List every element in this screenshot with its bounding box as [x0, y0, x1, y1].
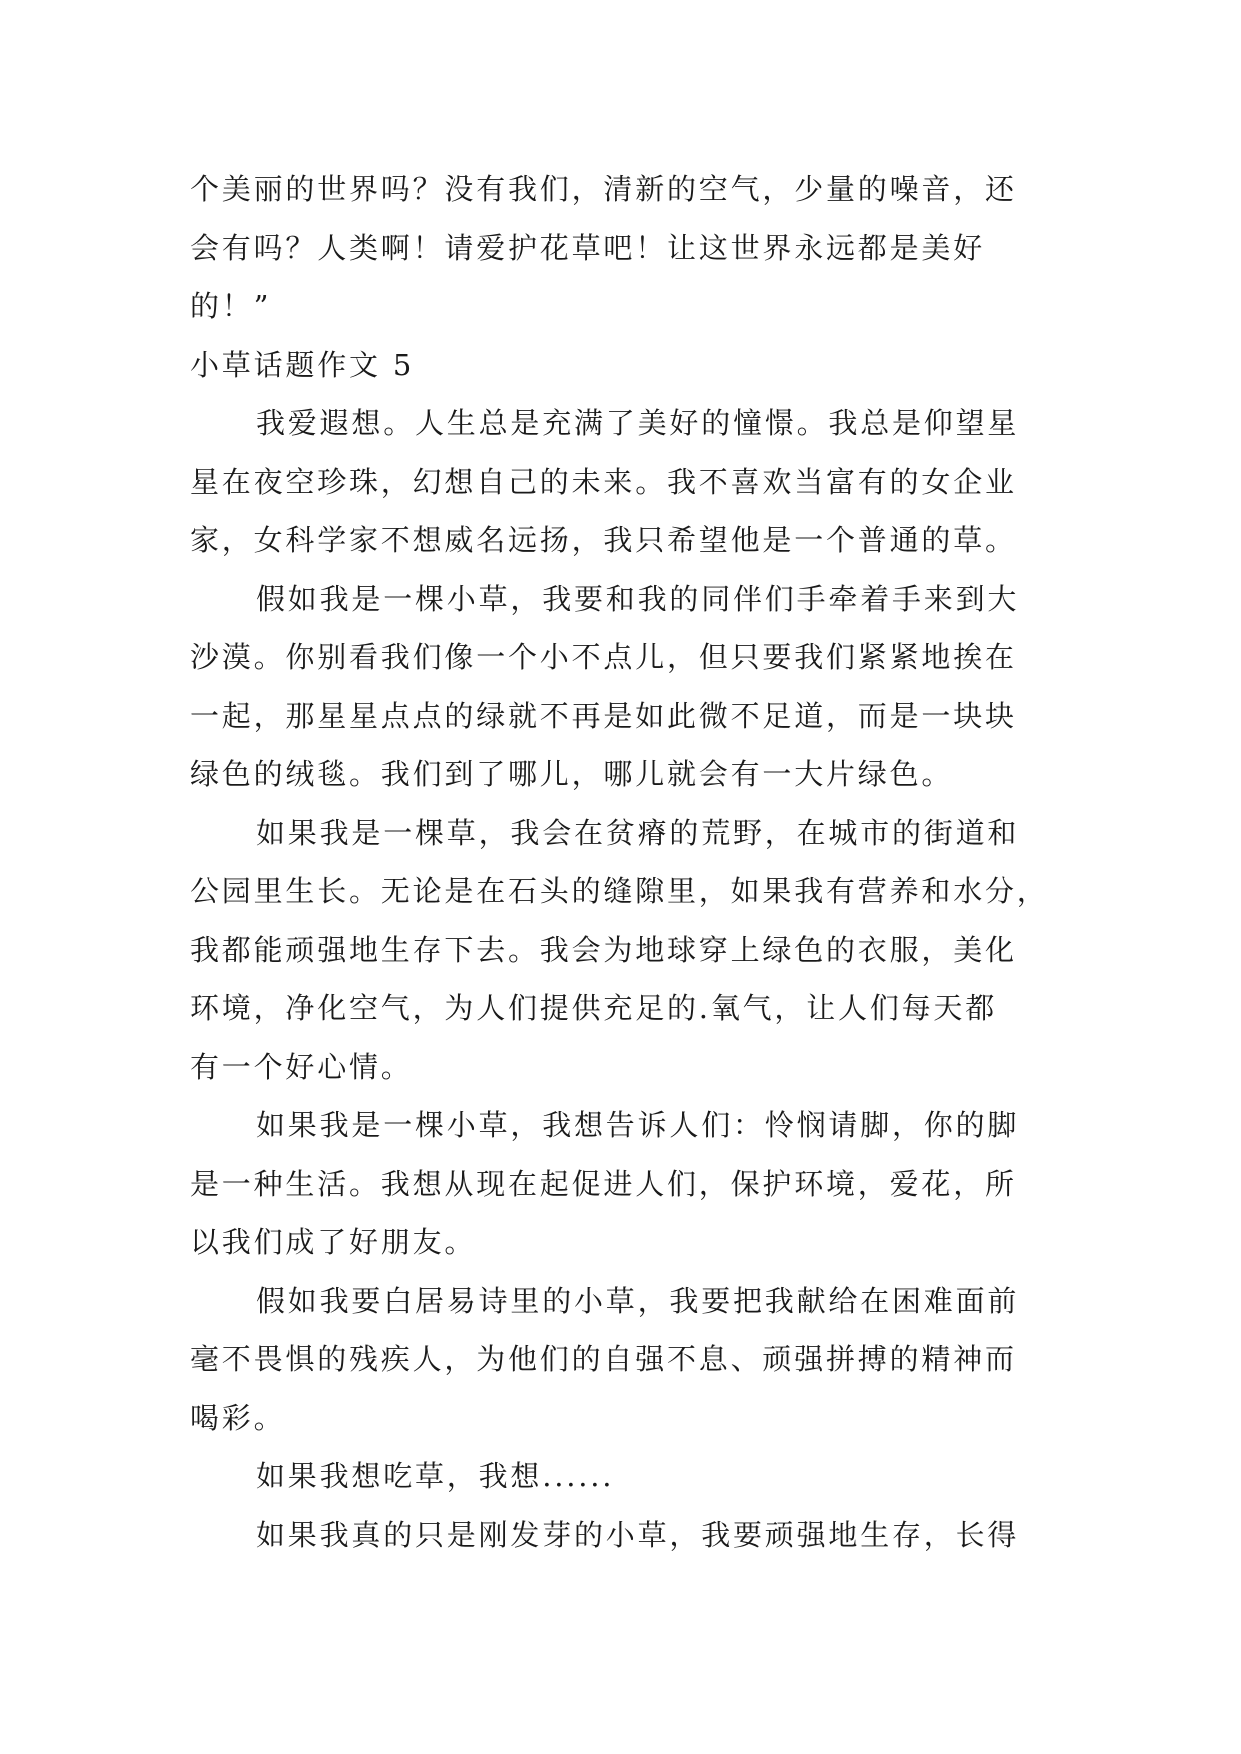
- text-line: 如果我是一棵草，我会在贫瘠的荒野，在城市的街道和: [256, 815, 1020, 850]
- text-line: 假如我是一棵小草，我要和我的同伴们手牵着手来到大: [256, 581, 1020, 616]
- text-line: 环境，净化空气，为人们提供充足的.氧气，让人们每天都: [190, 991, 998, 1025]
- text-line: 以我们成了好朋友。: [190, 1225, 477, 1259]
- text-line: 有一个好心情。: [190, 1049, 413, 1084]
- text-line: 家，女科学家不想威名远扬，我只希望他是一个普通的草。: [190, 523, 1017, 557]
- text-line: 一起，那星星点点的绿就不再是如此微不足道，而是一块块: [190, 698, 1017, 733]
- text-line: 个美丽的世界吗？没有我们，清新的空气，少量的噪音，还: [190, 172, 1017, 206]
- text-line: 喝彩。: [190, 1400, 286, 1435]
- text-line: 假如我要白居易诗里的小草，我要把我献给在困难面前: [256, 1283, 1020, 1318]
- text-line: 我都能顽强地生存下去。我会为地球穿上绿色的衣服，美化: [190, 932, 1017, 967]
- text-line: 毫不畏惧的残疾人，为他们的自强不息、顽强拼搏的精神而: [190, 1342, 1017, 1376]
- text-line: 是一种生活。我想从现在起促进人们，保护环境，爱花，所: [190, 1166, 1017, 1201]
- text-line: 星在夜空珍珠，幻想自己的未来。我不喜欢当富有的女企业: [190, 464, 1017, 499]
- text-line: 公园里生长。无论是在石头的缝隙里，如果我有营养和水分，: [190, 874, 1049, 908]
- text-line: 如果我真的只是刚发芽的小草，我要顽强地生存，长得: [256, 1517, 1020, 1552]
- text-line: 的！”: [190, 289, 272, 323]
- section-heading: 小草话题作文 5: [190, 347, 415, 382]
- text-line: 如果我想吃草，我想......: [256, 1459, 615, 1493]
- essay-text-body: [190, 160, 1060, 1564]
- text-line: 我爱遐想。人生总是充满了美好的憧憬。我总是仰望星: [256, 406, 1020, 440]
- text-line: 绿色的绒毯。我们到了哪儿，哪儿就会有一大片绿色。: [190, 757, 954, 791]
- text-line: 如果我是一棵小草，我想告诉人们：怜悯请脚，你的脚: [256, 1108, 1020, 1142]
- text-line: 会有吗？人类啊！请爱护花草吧！让这世界永远都是美好: [190, 230, 986, 265]
- text-line: 沙漠。你别看我们像一个小不点儿，但只要我们紧紧地挨在: [190, 640, 1017, 674]
